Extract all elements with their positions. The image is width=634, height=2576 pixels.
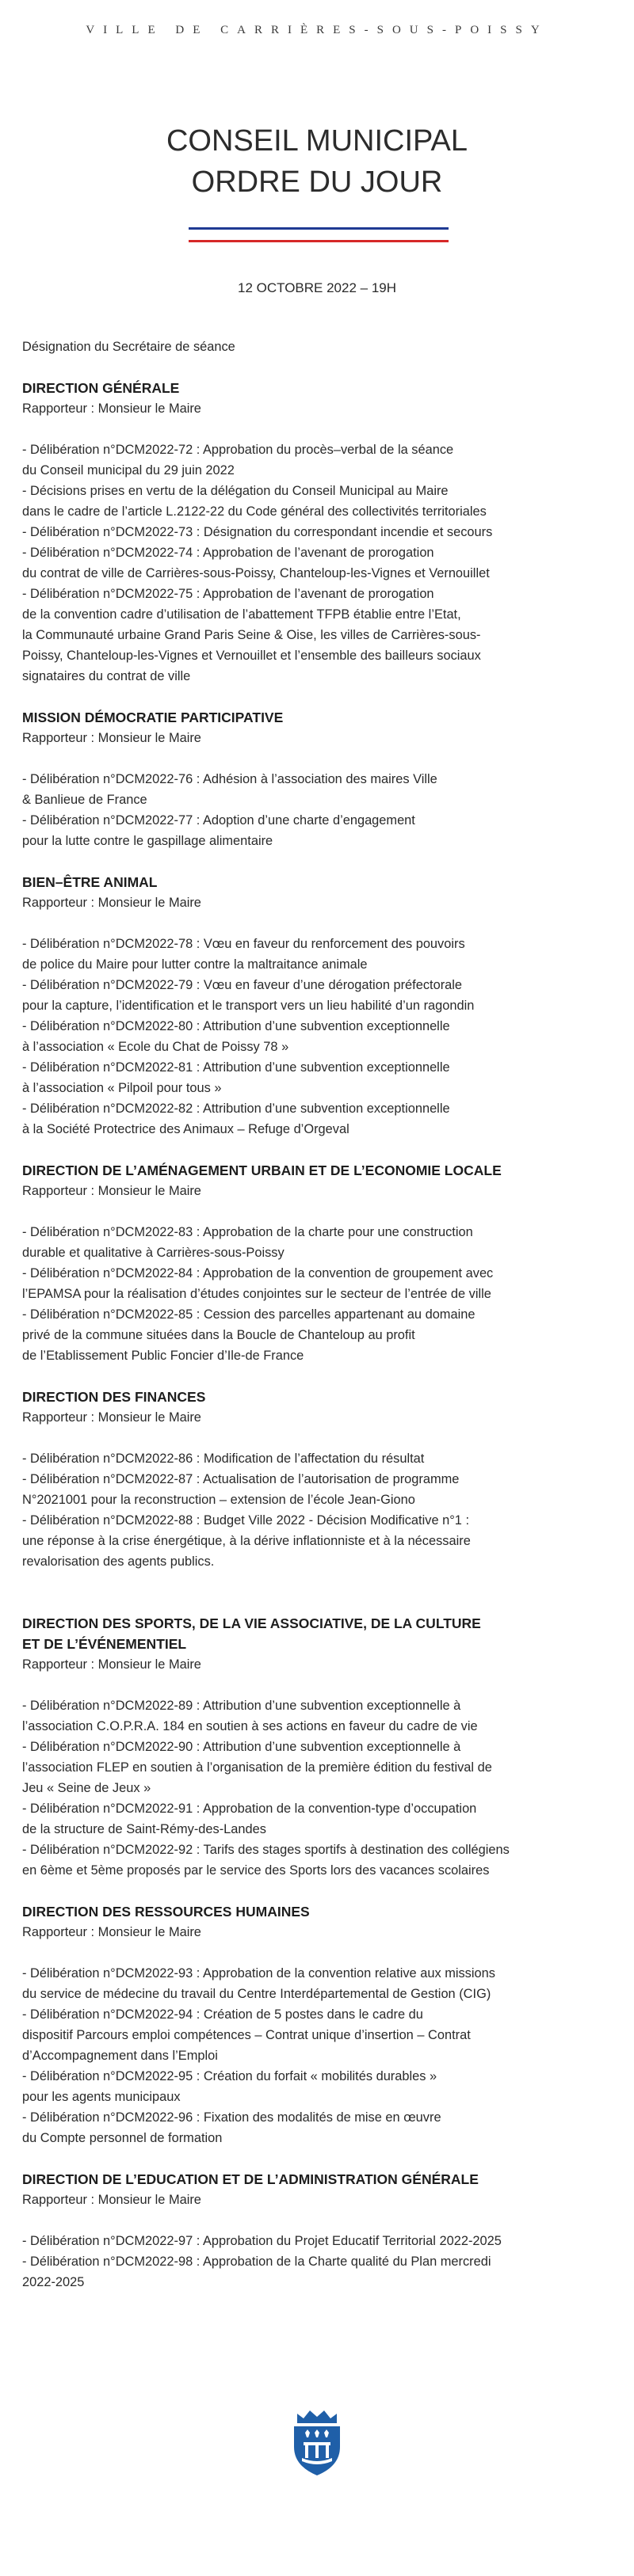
section-heading: DIRECTION DE L’AMÉNAGEMENT URBAIN ET DE L’ECONOMIE LOCALE [22, 1162, 502, 1178]
spacer [22, 1572, 617, 1613]
spacer [22, 1881, 617, 1901]
city-coat-of-arms-icon [286, 2406, 348, 2479]
section-rapporteur: Rapporteur : Monsieur le Maire [22, 1184, 201, 1198]
agenda-item: - Délibération n°DCM2022-88 : Budget Ville 2022 - Décision Modificative n°1 : une réponse à la crise énergétique, à la dérive inflationniste et à la nécessaire revalorisation des agents publics. [22, 1513, 471, 1569]
section-heading: MISSION DÉMOCRATIE PARTICIPATIVE [22, 710, 284, 725]
agenda-item: - Délibération n°DCM2022-93 : Approbation de la convention relative aux missions du service de médecine du travail du Centre Interdépartemental de Gestion (CIG) [22, 1966, 495, 2001]
agenda-body [22, 337, 617, 2293]
agenda-item: - Délibération n°DCM2022-95 : Création du forfait « mobilités durables » pour les agents municipaux [22, 2069, 437, 2104]
flag-stripe-red [189, 240, 449, 242]
section-finances [22, 1387, 617, 1572]
section-ressources-humaines [22, 1901, 617, 2148]
section-rapporteur: Rapporteur : Monsieur le Maire [22, 401, 201, 416]
agenda-item: - Délibération n°DCM2022-89 : Attribution d’une subvention exceptionnelle à l’association C.O.P.R.A. 184 en soutien à ses actions en faveur du cadre de vie [22, 1699, 478, 1733]
agenda-item: - Délibération n°DCM2022-84 : Approbation de la convention de groupement avec l’EPAMSA pour la réalisation d’études conjointes sur le secteur de l’entrée de ville [22, 1266, 494, 1301]
title-line-2: ORDRE DU JOUR [191, 166, 443, 199]
section-rapporteur: Rapporteur : Monsieur le Maire [22, 1925, 201, 1939]
agenda-item: - Délibération n°DCM2022-91 : Approbation de la convention-type d’occupation de la structure de Saint-Rémy-des-Landes [22, 1802, 477, 1836]
agenda-item: - Délibération n°DCM2022-74 : Approbation de l’avenant de prorogation du contrat de ville de Carrières-sous-Poissy, Chanteloup-les-Vignes et Vernouillet [22, 546, 490, 580]
agenda-item: - Délibération n°DCM2022-81 : Attribution d’une subvention exceptionnelle à l’association « Pilpoil pour tous » [22, 1060, 450, 1095]
section-direction-generale [22, 378, 617, 687]
flag-stripe-blue [189, 227, 449, 230]
title-line-1: CONSEIL MUNICIPAL [166, 124, 468, 158]
spacer [22, 687, 617, 707]
agenda-item: - Délibération n°DCM2022-96 : Fixation des modalités de mise en œuvre du Compte personnel de formation [22, 2110, 441, 2145]
section-heading: DIRECTION DES SPORTS, DE LA VIE ASSOCIATIVE, DE LA CULTURE ET DE L’ÉVÉNEMENTIEL [22, 1615, 481, 1652]
section-rapporteur: Rapporteur : Monsieur le Maire [22, 896, 201, 910]
agenda-item: - Délibération n°DCM2022-86 : Modification de l’affectation du résultat [22, 1452, 425, 1466]
agenda-item: - Délibération n°DCM2022-79 : Vœu en faveur d’une dérogation préfectorale pour la capture, l’identification et le transport vers un lieu habilité d’un ragondin [22, 978, 475, 1013]
agenda-item: - Délibération n°DCM2022-72 : Approbation du procès–verbal de la séance du Conseil municipal du 29 juin 2022 [22, 443, 454, 478]
page-title [0, 120, 634, 203]
section-rapporteur: Rapporteur : Monsieur le Maire [22, 1410, 201, 1425]
agenda-item: - Délibération n°DCM2022-73 : Désignation du correspondant incendie et secours [22, 525, 493, 539]
agenda-item: - Délibération n°DCM2022-98 : Approbation de la Charte qualité du Plan mercredi 2022-2025 [22, 2254, 491, 2289]
section-bien-etre-animal [22, 872, 617, 1140]
section-heading: DIRECTION DES RESSOURCES HUMAINES [22, 1904, 310, 1920]
meeting-date: 12 OCTOBRE 2022 – 19H [237, 280, 396, 295]
section-education-administration [22, 2169, 617, 2293]
agenda-item: - Décisions prises en vertu de la délégation du Conseil Municipal au Maire dans le cadre de l’article L.2122-22 du Code général des collectivités territoriales [22, 484, 487, 519]
agenda-item: - Délibération n°DCM2022-75 : Approbation de l’avenant de prorogation de la convention cadre d’utilisation de l’abattement TFPB établie entre l’Etat, la Communauté urbaine Grand Paris Seine & Oise, les villes de Carrières-sous- Poissy, Chanteloup-les-Vignes et Vernouillet et l’ensemble des bailleurs sociaux signataires du contrat de ville [22, 587, 481, 683]
section-rapporteur: Rapporteur : Monsieur le Maire [22, 1657, 201, 1672]
section-sports-vie-associative [22, 1613, 617, 1881]
spacer [22, 1140, 617, 1160]
city-name: VILLE DE CARRIÈRES-SOUS-POISSY [86, 24, 548, 36]
agenda-item: - Délibération n°DCM2022-90 : Attribution d’une subvention exceptionnelle à l’association FLEP en soutien à l’organisation de la première édition du festival de Jeu « Seine de Jeux » [22, 1740, 492, 1795]
spacer [22, 1366, 617, 1387]
section-rapporteur: Rapporteur : Monsieur le Maire [22, 2193, 201, 2207]
agenda-item: - Délibération n°DCM2022-80 : Attribution d’une subvention exceptionnelle à l’association « Ecole du Chat de Poissy 78 » [22, 1019, 450, 1054]
agenda-item: - Délibération n°DCM2022-82 : Attribution d’une subvention exceptionnelle à la Société Protectrice des Animaux – Refuge d’Orgeval [22, 1102, 450, 1136]
secretary-designation: Désignation du Secrétaire de séance [22, 340, 235, 354]
section-heading: DIRECTION DES FINANCES [22, 1389, 206, 1405]
agenda-item: - Délibération n°DCM2022-87 : Actualisation de l’autorisation de programme N°2021001 pour la reconstruction – extension de l’école Jean-Giono [22, 1472, 460, 1507]
spacer [22, 851, 617, 872]
agenda-item: - Délibération n°DCM2022-94 : Création de 5 postes dans le cadre du dispositif Parcours emploi compétences – Contrat unique d’insertion – Contrat d’Accompagnement dans l’Emploi [22, 2007, 471, 2063]
agenda-item: - Délibération n°DCM2022-83 : Approbation de la charte pour une construction durable et qualitative à Carrières-sous-Poissy [22, 1225, 473, 1260]
section-heading: BIEN–ÊTRE ANIMAL [22, 874, 158, 890]
flag-stripe-white [189, 234, 449, 236]
section-heading: DIRECTION DE L’EDUCATION ET DE L’ADMINISTRATION GÉNÉRALE [22, 2171, 479, 2187]
agenda-item: - Délibération n°DCM2022-97 : Approbation du Projet Educatif Territorial 2022-2025 [22, 2234, 502, 2248]
spacer [22, 2148, 617, 2169]
agenda-item: - Délibération n°DCM2022-78 : Vœu en faveur du renforcement des pouvoirs de police du Maire pour lutter contre la maltraitance animale [22, 937, 465, 972]
agenda-item: - Délibération n°DCM2022-85 : Cession des parcelles appartenant au domaine privé de la commune situées dans la Boucle de Chanteloup au profit de l’Etablissement Public Foncier d’Ile-de France [22, 1307, 476, 1363]
section-amenagement-urbain [22, 1160, 617, 1366]
agenda-item: - Délibération n°DCM2022-76 : Adhésion à l’association des maires Ville & Banlieue de France [22, 772, 437, 807]
section-rapporteur: Rapporteur : Monsieur le Maire [22, 731, 201, 745]
section-democratie-participative [22, 707, 617, 851]
agenda-item: - Délibération n°DCM2022-77 : Adoption d’une charte d’engagement pour la lutte contre le gaspillage alimentaire [22, 813, 415, 848]
section-heading: DIRECTION GÉNÉRALE [22, 380, 180, 396]
agenda-item: - Délibération n°DCM2022-92 : Tarifs des stages sportifs à destination des collégiens en 6ème et 5ème proposés par le service des Sports lors des vacances scolaires [22, 1843, 510, 1878]
